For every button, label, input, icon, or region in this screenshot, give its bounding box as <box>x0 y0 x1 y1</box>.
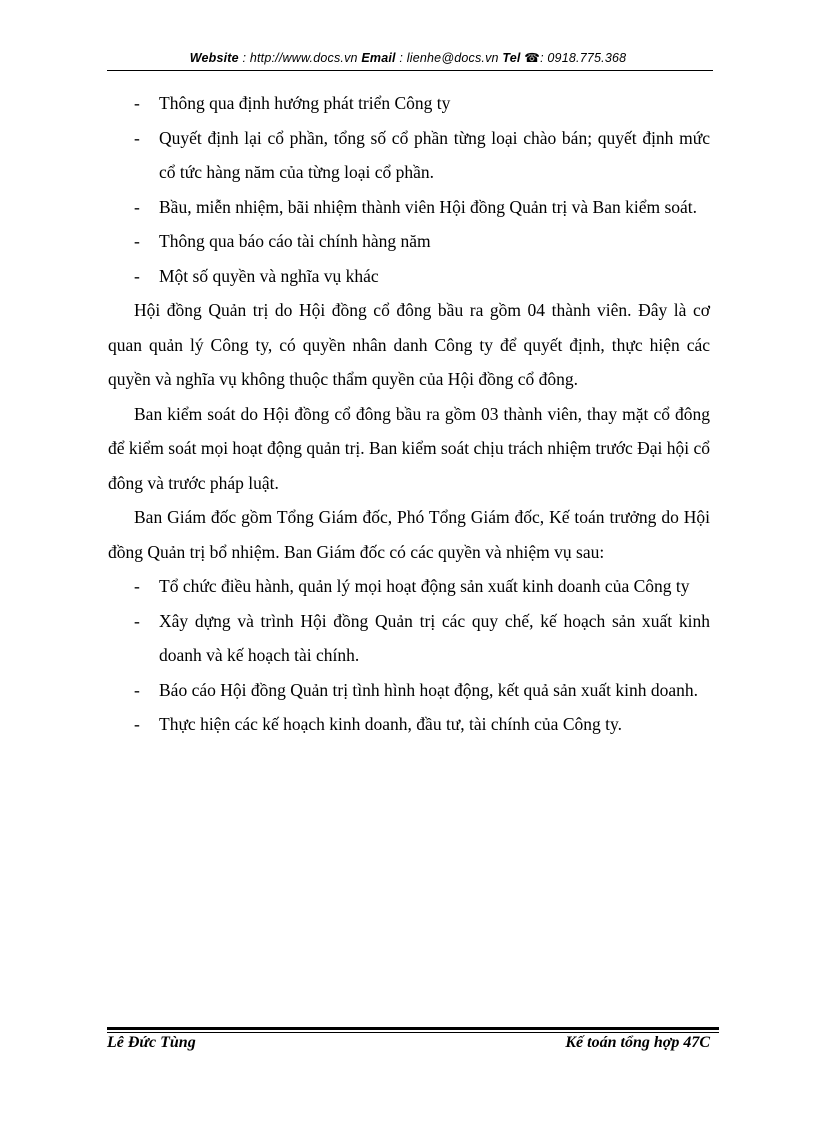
bullet-dash: - <box>134 265 140 286</box>
list-item <box>108 190 710 225</box>
list-item-text: Tổ chức điều hành, quản lý mọi hoạt động sản xuất kinh doanh của Công ty <box>159 576 690 596</box>
footer-divider-thick <box>107 1027 719 1030</box>
list-item-text: Xây dựng và trình Hội đồng Quản trị các quy chế, kế hoạch sản xuất kinh doanh và kế hoạch tài chính. <box>159 610 710 665</box>
list-item-text: Bầu, miễn nhiệm, bãi nhiệm thành viên Hội đồng Quản trị và Ban kiểm soát. <box>159 196 698 217</box>
bullet-dash: - <box>134 127 140 148</box>
email-label: Email <box>361 51 396 65</box>
list-item-text: Một số quyền và nghĩa vụ khác <box>159 265 379 286</box>
tel-value: : 0918.775.368 <box>540 51 627 65</box>
paragraph-board-of-directors: Hội đồng Quản trị do Hội đồng cổ đông bầu ra gồm 04 thành viên. Đây là cơ quan quản lý Công ty, có quyền nhân danh Công ty để quyết định, thực hiện các quyền và nghĩa vụ không thuộc thẩm quyền của Hội đồng cổ đông. <box>108 300 710 389</box>
website-label: Website <box>189 51 239 65</box>
list-item-text: Báo cáo Hội đồng Quản trị tình hình hoạt động, kết quả sản xuất kinh doanh. <box>159 679 699 700</box>
list-item-text: Quyết định lại cổ phần, tổng số cổ phần từng loại chào bán; quyết định mức cổ tức hàng năm của từng loại cổ phần. <box>159 127 710 182</box>
list-item-text: Thông qua báo cáo tài chính hàng năm <box>159 231 431 251</box>
bullet-dash: - <box>134 679 140 700</box>
list-item <box>108 569 710 604</box>
list-item <box>108 121 710 190</box>
footer-author: Lê Đức Tùng <box>107 1034 196 1051</box>
bullet-dash: - <box>134 231 140 251</box>
bullet-dash: - <box>134 196 140 217</box>
list-item-text: Thông qua định hướng phát triển Công ty <box>159 93 451 113</box>
list-item <box>108 259 710 294</box>
footer-divider-thin <box>107 1032 719 1033</box>
list-item <box>108 86 710 121</box>
paragraph-management-board: Ban Giám đốc gồm Tổng Giám đốc, Phó Tổng Giám đốc, Kế toán trưởng do Hội đồng Quản trị bổ nhiệm. Ban Giám đốc có các quyền và nhiệm vụ sau: <box>108 507 710 562</box>
list-item <box>108 224 710 259</box>
tel-label: Tel <box>502 51 521 65</box>
list-item <box>108 673 710 708</box>
list-item <box>108 604 710 673</box>
phone-icon: ☎ <box>524 51 541 65</box>
website-value[interactable]: : http://www.docs.vn <box>242 51 358 65</box>
bullet-dash: - <box>134 610 140 631</box>
bullet-dash: - <box>134 714 140 734</box>
footer-class: Kế toán tổng hợp 47C <box>565 1034 710 1051</box>
paragraph-supervisory-board: Ban kiểm soát do Hội đồng cổ đông bầu ra gồm 03 thành viên, thay mặt cổ đông để kiểm soát mọi hoạt động quản trị. Ban kiểm soát chịu trách nhiệm trước Đại hội cổ đông và trước pháp luật. <box>108 403 710 493</box>
bullet-dash: - <box>134 576 140 596</box>
list-item-text: Thực hiện các kế hoạch kinh doanh, đầu tư, tài chính của Công ty. <box>159 714 622 734</box>
page-header <box>0 50 816 65</box>
list-item <box>108 707 710 742</box>
email-value[interactable]: : lienhe@docs.vn <box>399 51 499 65</box>
document-body <box>108 86 710 742</box>
header-divider <box>107 70 713 71</box>
bullet-dash: - <box>134 93 140 113</box>
